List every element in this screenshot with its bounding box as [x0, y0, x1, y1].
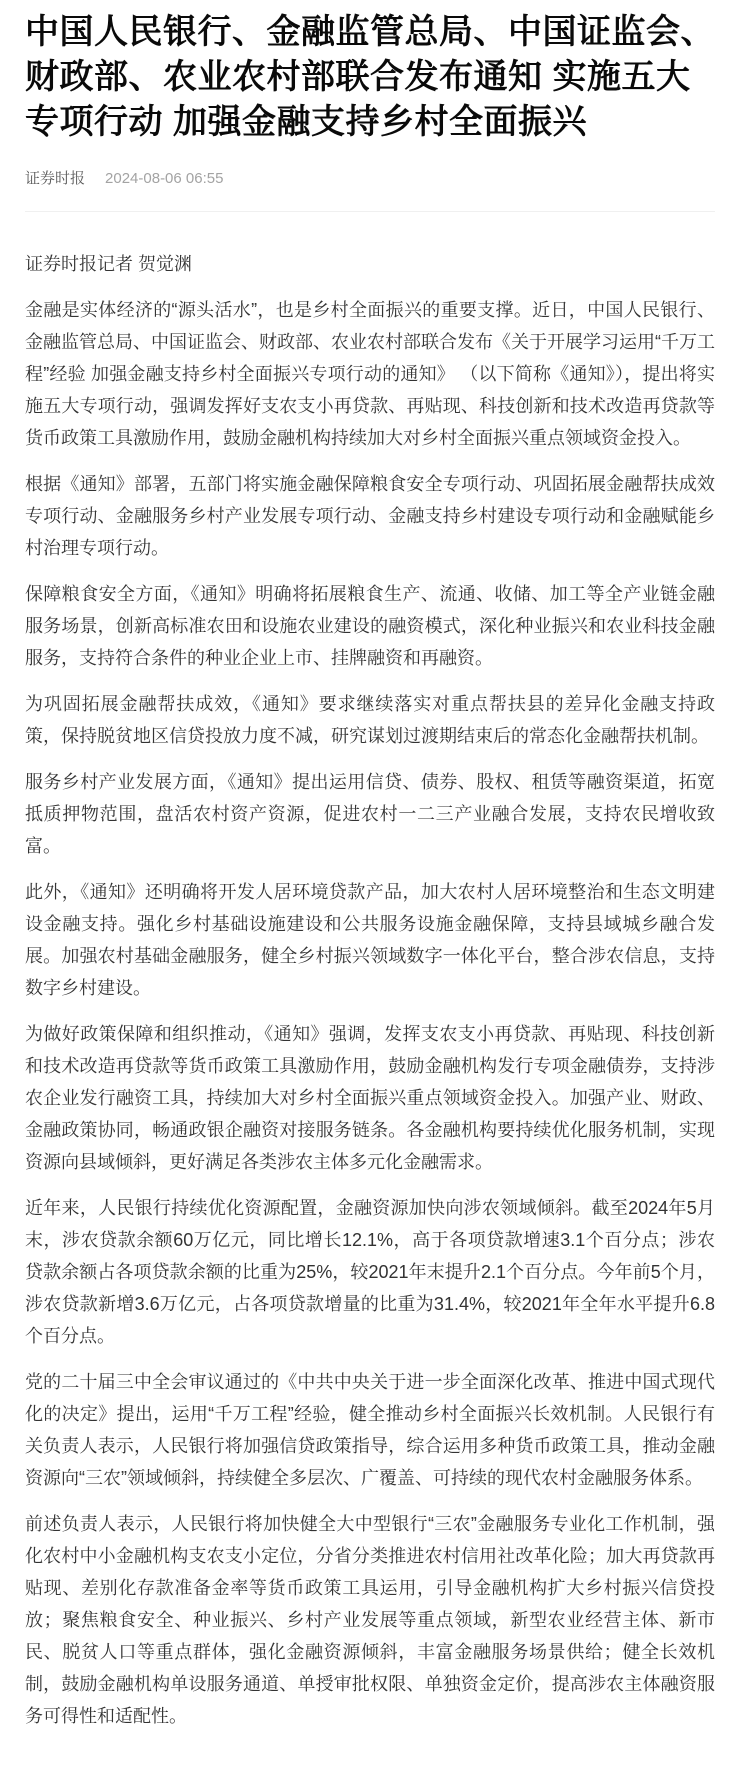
article-paragraph: 金融是实体经济的“源头活水”，也是乡村全面振兴的重要支撑。近日，中国人民银行、金融监管总局、中国证监会、财政部、农业农村部联合发布《关于开展学习运用“千万工程”经验 加强金融支持乡村全面振兴专项行动的通知》 （以下简称《通知》），提出将实施五大专项行动，强调发挥好支农支小再贷款、再贴现、科技创新和技术改造再贷款等货币政策工具激励作用，鼓励金融机构持续加大对乡村全面振兴重点领域资金投入。 — [25, 300, 715, 448]
article-page — [0, 10, 740, 1765]
header-divider — [25, 211, 715, 212]
article-paragraph: 服务乡村产业发展方面，《通知》提出运用信贷、债券、股权、租赁等融资渠道，拓宽抵质押物范围，盘活农村资产资源，促进农村一二三产业融合发展，支持农民增收致富。 — [25, 772, 715, 856]
article-meta — [25, 169, 715, 189]
page-title: 中国人民银行、金融监管总局、中国证监会、财政部、农业农村部联合发布通知 实施五大专项行动 加强金融支持乡村全面振兴 — [25, 13, 715, 141]
publish-timestamp: 2024-08-06 06:55 — [105, 170, 224, 187]
article-paragraph: 前述负责人表示，人民银行将加快健全大中型银行“三农”金融服务专业化工作机制，强化农村中小金融机构支农支小定位，分省分类推进农村信用社改革化险；加大再贷款再贴现、差别化存款准备金率等货币政策工具运用，引导金融机构扩大乡村振兴信贷投放；聚焦粮食安全、种业振兴、乡村产业发展等重点领域，新型农业经营主体、新市民、脱贫人口等重点群体，强化金融资源倾斜，丰富金融服务场景供给；健全长效机制，鼓励金融机构单设服务通道、单授审批权限、单独资金定价，提高涉农主体融资服务可得性和适配性。 — [25, 1514, 715, 1726]
article-paragraph: 为巩固拓展金融帮扶成效，《通知》要求继续落实对重点帮扶县的差异化金融支持政策，保持脱贫地区信贷投放力度不减，研究谋划过渡期结束后的常态化金融帮扶机制。 — [25, 694, 715, 746]
article-paragraph: 根据《通知》部署，五部门将实施金融保障粮食安全专项行动、巩固拓展金融帮扶成效专项行动、金融服务乡村产业发展专项行动、金融支持乡村建设专项行动和金融赋能乡村治理专项行动。 — [25, 474, 715, 558]
article-paragraph: 党的二十届三中全会审议通过的《中共中央关于进一步全面深化改革、推进中国式现代化的决定》提出，运用“千万工程”经验，健全推动乡村全面振兴长效机制。人民银行有关负责人表示，人民银行将加强信贷政策指导，综合运用多种货币政策工具，推动金融资源向“三农”领域倾斜，持续健全多层次、广覆盖、可持续的现代农村金融服务体系。 — [25, 1372, 715, 1488]
article-paragraph: 为做好政策保障和组织推动，《通知》强调，发挥支农支小再贷款、再贴现、科技创新和技术改造再贷款等货币政策工具激励作用，鼓励金融机构发行专项金融债券，支持涉农企业发行融资工具，持续加大对乡村全面振兴重点领域资金投入。加强产业、财政、金融政策协同，畅通政银企融资对接服务链条。各金融机构要持续优化服务机制，实现资源向县域倾斜，更好满足各类涉农主体多元化金融需求。 — [25, 1024, 715, 1172]
article-body — [25, 294, 715, 1732]
article-paragraph: 近年来，人民银行持续优化资源配置，金融资源加快向涉农领域倾斜。截至2024年5月末，涉农贷款余额60万亿元，同比增长12.1%，高于各项贷款增速3.1个百分点；涉农贷款余额占各项贷款余额的比重为25%，较2021年末提升2.1个百分点。今年前5个月，涉农贷款新增3.6万亿元，占各项贷款增量的比重为31.4%，较2021年全年水平提升6.8个百分点。 — [25, 1198, 715, 1346]
source-name[interactable]: 证券时报 — [25, 170, 86, 187]
article-paragraph: 此外，《通知》还明确将开发人居环境贷款产品，加大农村人居环境整治和生态文明建设金融支持。强化乡村基础设施建设和公共服务设施金融保障，支持县域城乡融合发展。加强农村基础金融服务，健全乡村振兴领域数字一体化平台，整合涉农信息，支持数字乡村建设。 — [25, 882, 715, 998]
article-paragraph: 保障粮食安全方面，《通知》明确将拓展粮食生产、流通、收储、加工等全产业链金融服务场景，创新高标准农田和设施农业建设的融资模式，深化种业振兴和农业科技金融服务，支持符合条件的种业企业上市、挂牌融资和再融资。 — [25, 584, 715, 668]
article-byline: 证券时报记者 贺觉渊 — [25, 254, 193, 274]
